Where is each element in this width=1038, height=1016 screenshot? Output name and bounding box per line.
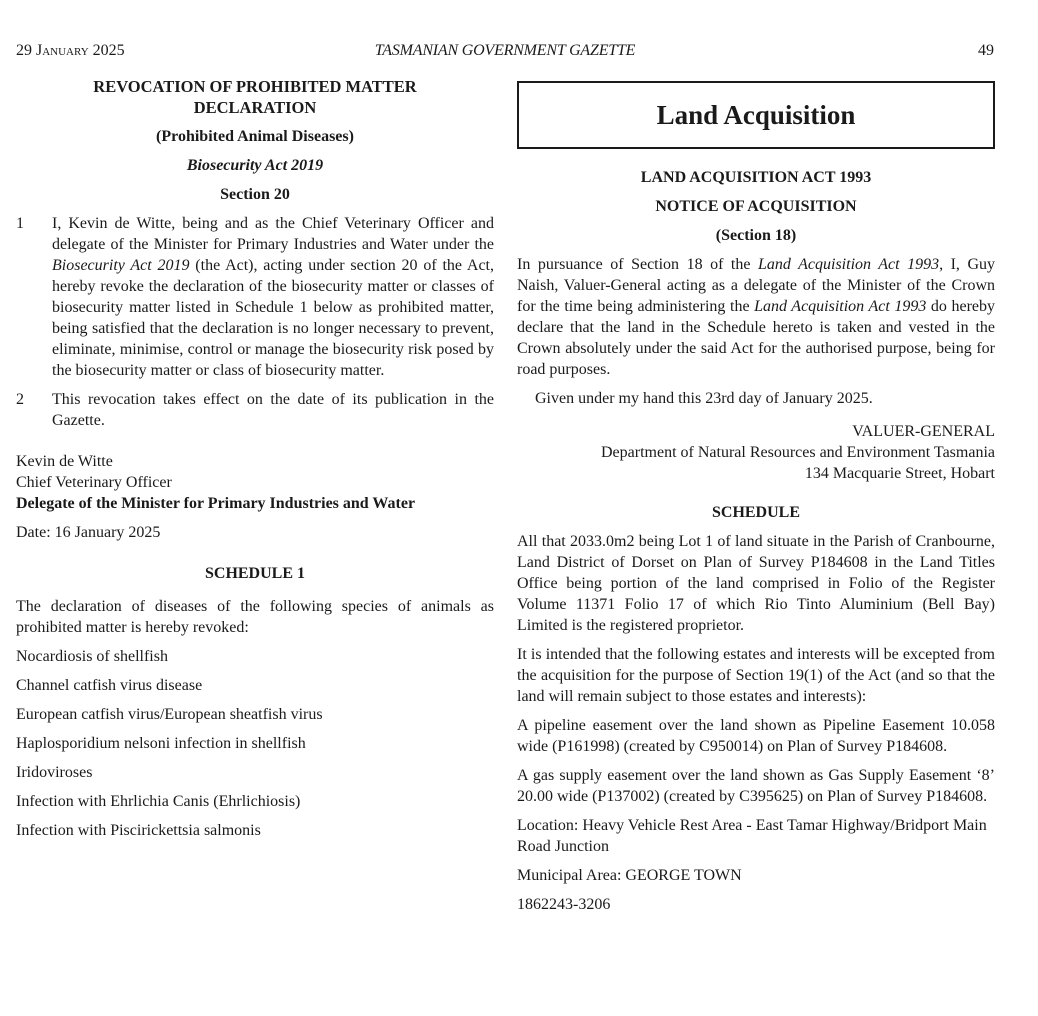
header-page-number: 49 [978,42,994,59]
list-item: Infection with Piscirickettsia salmonis [16,822,261,839]
section-title-box: Land Acquisition [517,81,995,149]
list-item: Channel catfish virus disease [16,677,203,694]
list-item: European catfish virus/European sheatfish virus [16,706,323,723]
clause-text-part: I, Kevin de Witte, being and as the Chief Veterinary Officer and delegate of the Minister for Primary Industries and Water under the [52,215,494,253]
notice-subheading: (Prohibited Animal Diseases) [156,128,354,145]
paragraph-part: , I, Guy Naish, Valuer-General acting as a delegate of the Minister of the Crown for the time being administering the [517,256,995,315]
schedule-paragraph: A pipeline easement over the land shown as Pipeline Easement 10.058 wide (P161998) (created by C950014) on Plan of Survey P184608. [517,717,995,755]
paragraph-part: do hereby declare that the land in the Schedule hereto is taken and vested in the Crown absolutely under the said Act for the authorised purpose, being for road purposes. [517,298,996,378]
schedule-paragraph: A gas supply easement over the land shown as Gas Supply Easement ‘8’ 20.00 wide (P137002) (created by C395625) on Plan of Survey P184608. [517,767,995,805]
notice-section: (Section 18) [715,227,797,244]
list-item: Iridoviroses [16,764,93,781]
given-line: Given under my hand this 23rd day of January 2025. [535,390,873,407]
page-header [16,42,994,64]
location-line: Location: Heavy Vehicle Rest Area - East Tamar Highway/Bridport Main Road Junction [517,817,987,855]
act-name: Land Acquisition Act 1993 [754,298,927,315]
header-title: TASMANIAN GOVERNMENT GAZETTE [374,42,636,59]
signatory-address: 134 Macquarie Street, Hobart [804,465,995,482]
clause-number: 1 [16,215,24,232]
list-item: Haplosporidium nelsoni infection in shellfish [16,735,306,752]
notice-section: Section 20 [220,186,290,203]
signatory-name: Kevin de Witte [16,453,113,470]
signatory-title: VALUER-GENERAL [852,423,995,440]
clause-text: This revocation takes effect on the date of its publication in the Gazette. [52,391,494,429]
list-item: Infection with Ehrlichia Canis (Ehrlichiosis) [16,793,301,810]
municipal-area-line: Municipal Area: GEORGE TOWN [517,867,742,884]
schedule-heading: SCHEDULE [711,504,801,521]
signatory-department: Department of Natural Resources and Environment Tasmania [600,444,995,461]
signatory-title: Chief Veterinary Officer [16,474,172,491]
right-column [517,76,995,915]
disease-list [16,646,494,841]
reference-number: 1862243-3206 [517,896,611,913]
header-date: 29 January 2025 [16,42,125,59]
clause-text-part: (the Act), acting under section 20 of the Act, hereby revoke the declaration of the biosecurity matter or classes of biosecurity matter listed in Schedule 1 below as prohibited matter, being satisfied that the declaration is no longer necessary to prevent, eliminate, minimise, control or manage the biosecurity risk posed by the biosecurity matter or class of biosecurity matter. [52,257,495,379]
clause-number: 2 [16,391,24,408]
clause-act-name: Biosecurity Act 2019 [52,257,190,274]
signatory-delegate: Delegate of the Minister for Primary Industries and Water [16,495,416,512]
date-line: Date: 16 January 2025 [16,524,161,541]
notice-act: Biosecurity Act 2019 [186,157,324,174]
paragraph-part: In pursuance of Section 18 of the [517,256,758,273]
numbered-clause [16,389,494,431]
signature-block [16,451,494,514]
schedule-heading: SCHEDULE 1 [204,565,306,582]
schedule-paragraph: All that 2033.0m2 being Lot 1 of land situate in the Parish of Cranbourne, Land District of Dorset on Plan of Survey P184608 in the Land Titles Office being portion of the land comprised in Folio of the Register Volume 11371 Folio 17 of which Rio Tinto Aluminium (Bell Bay) Limited is the registered proprietor. [517,533,995,634]
notice-heading: REVOCATION OF PROHIBITED MATTER DECLARATION [93,77,417,117]
clause-text [52,213,494,381]
notice-heading-acquisition: NOTICE OF ACQUISITION [655,198,857,215]
signature-block [517,421,995,484]
act-heading: LAND ACQUISITION ACT 1993 [640,169,872,186]
schedule-intro: The declaration of diseases of the following species of animals as prohibited matter is hereby revoked: [16,598,494,636]
numbered-clause [16,213,494,381]
left-column [16,76,494,841]
list-item: Nocardiosis of shellfish [16,648,168,665]
schedule-paragraph: It is intended that the following estates and interests will be excepted from the acquisition for the purpose of Section 19(1) of the Act (and so that the land will remain subject to those estates and interests): [517,646,995,705]
acquisition-paragraph [517,254,995,380]
act-name: Land Acquisition Act 1993 [758,256,940,273]
